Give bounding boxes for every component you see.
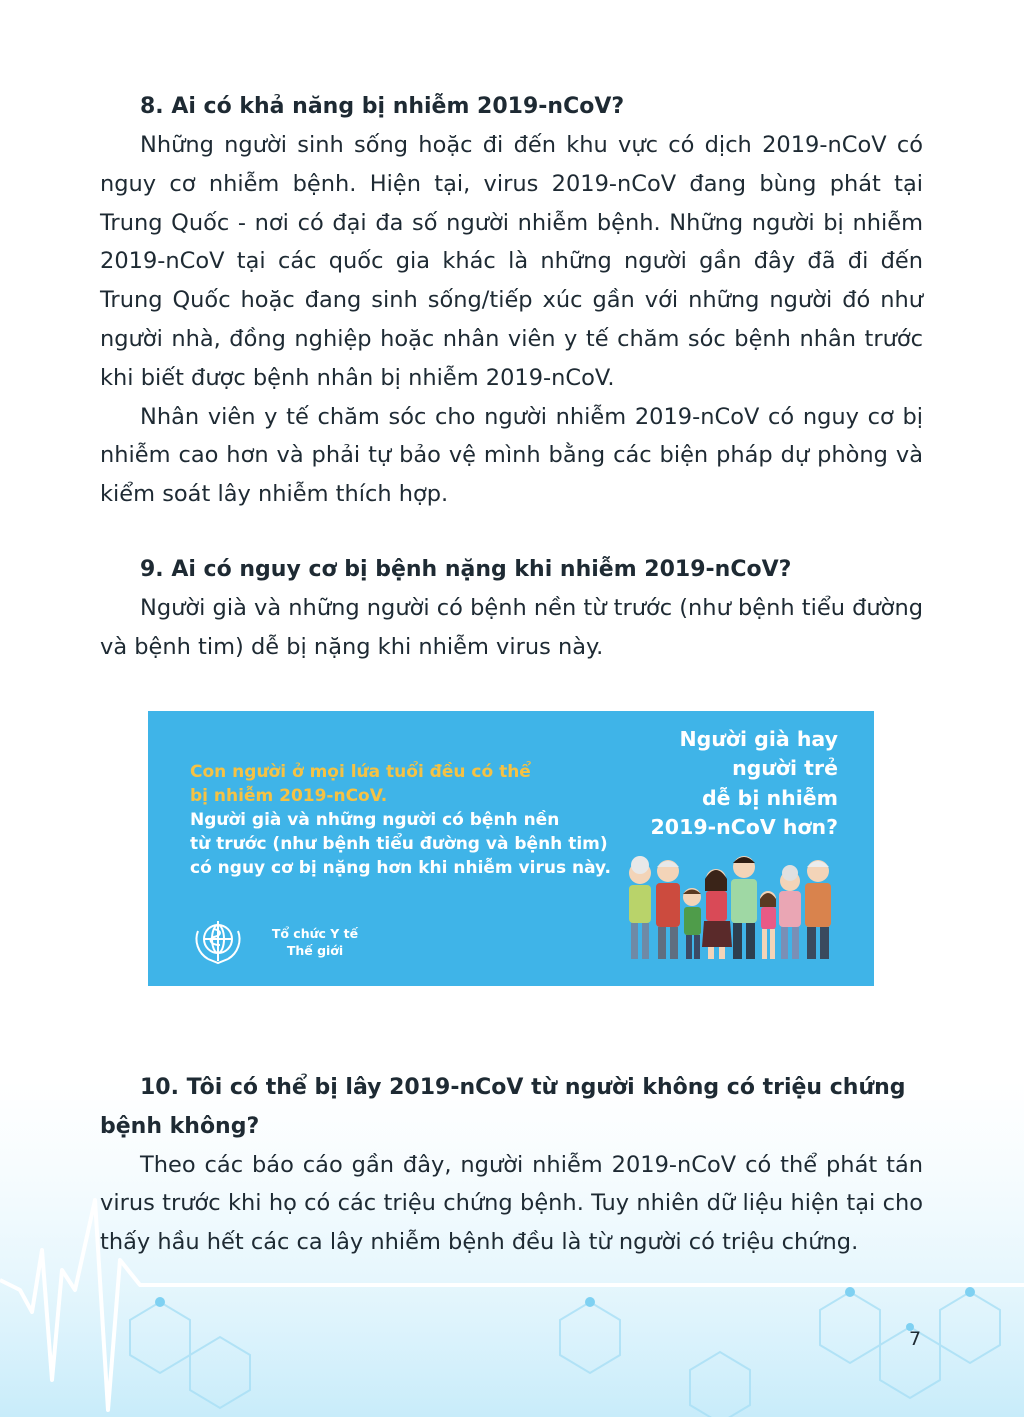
- infographic-orange-line: bị nhiễm 2019-nCoV.: [190, 785, 388, 806]
- page-content: [100, 88, 923, 1262]
- who-organization-label: [260, 925, 370, 959]
- section-9-heading: 9. Ai có nguy cơ bị bệnh nặng khi nhiễm 2019-nCoV?: [140, 556, 792, 582]
- section-10-heading: 10. Tôi có thể bị lây 2019-nCoV từ người không có triệu chứng bệnh không?: [100, 1074, 906, 1139]
- section-10-paragraph-1: Theo các báo cáo gần đây, người nhiễm 2019-nCoV có thể phát tán virus trước khi họ có các triệu chứng bệnh. Tuy nhiên dữ liệu hiện tại cho thấy hầu hết các ca lây nhiễm bệnh đều là từ người có triệu chứng.: [100, 1151, 923, 1256]
- family-member-grandfather-icon: [656, 860, 680, 959]
- infographic-banner: [148, 711, 874, 986]
- family-member-mother-icon: [702, 869, 732, 959]
- infographic-question: [618, 725, 838, 843]
- who-emblem-icon: [192, 917, 244, 965]
- section-8-heading: 8. Ai có khả năng bị nhiễm 2019-nCoV?: [140, 94, 625, 119]
- section-9-paragraph-1: Người già và những người có bệnh nền từ trước (như bệnh tiểu đường và bệnh tim) dễ bị nặng khi nhiễm virus này.: [100, 594, 923, 660]
- infographic-left-text: [190, 760, 640, 880]
- infographic-question-line: dễ bị nhiễm: [701, 785, 838, 810]
- infographic-orange-line: Con người ở mọi lứa tuổi đều có thể: [190, 761, 531, 782]
- infographic-question-line: người trẻ: [732, 756, 838, 781]
- infographic-white-line: từ trước (như bệnh tiểu đường và bệnh tim): [190, 833, 608, 854]
- infographic-white-line: có nguy cơ bị nặng hơn khi nhiễm virus này.: [190, 857, 612, 878]
- infographic-question-line: Người già hay: [679, 726, 838, 751]
- section-8-paragraph-1: Những người sinh sống hoặc đi đến khu vực có dịch 2019-nCoV có nguy cơ nhiễm bệnh. Hiện tại, virus 2019-nCoV đang bùng phát tại Trung Quốc - nơi có đại đa số người nhiễm bệnh. Những người bị nhiễm 2019-nCoV tại các quốc gia khác là những người gần đây đã đi đến Trung Quốc hoặc đang sinh sống/tiếp xúc gần với những người đó như người nhà, đồng nghiệp hoặc nhân viên y tế chăm sóc bệnh nhân trước khi biết được bệnh nhân bị nhiễm 2019-nCoV.: [100, 132, 923, 391]
- who-label-line: Tổ chức Y tế: [271, 925, 359, 941]
- page-number: 7: [908, 1328, 922, 1350]
- infographic-question-line: 2019-nCoV hơn?: [650, 815, 838, 840]
- family-member-girl-icon: [760, 891, 776, 959]
- section-8-paragraph-2: Nhân viên y tế chăm sóc cho người nhiễm 2019-nCoV có nguy cơ bị nhiễm cao hơn và phải tự bảo vệ mình bằng các biện pháp dự phòng và kiểm soát lây nhiễm thích hợp.: [100, 403, 923, 508]
- who-label-line: Thế giới: [286, 942, 344, 958]
- family-member-grandfather-icon: [805, 860, 831, 959]
- family-member-grandmother-icon: [629, 856, 651, 959]
- family-member-father-icon: [731, 856, 757, 959]
- family-illustration: [618, 851, 848, 969]
- family-member-grandmother-icon: [779, 865, 801, 959]
- family-member-child-icon: [683, 888, 701, 959]
- infographic-white-line: Người già và những người có bệnh nền: [190, 809, 560, 830]
